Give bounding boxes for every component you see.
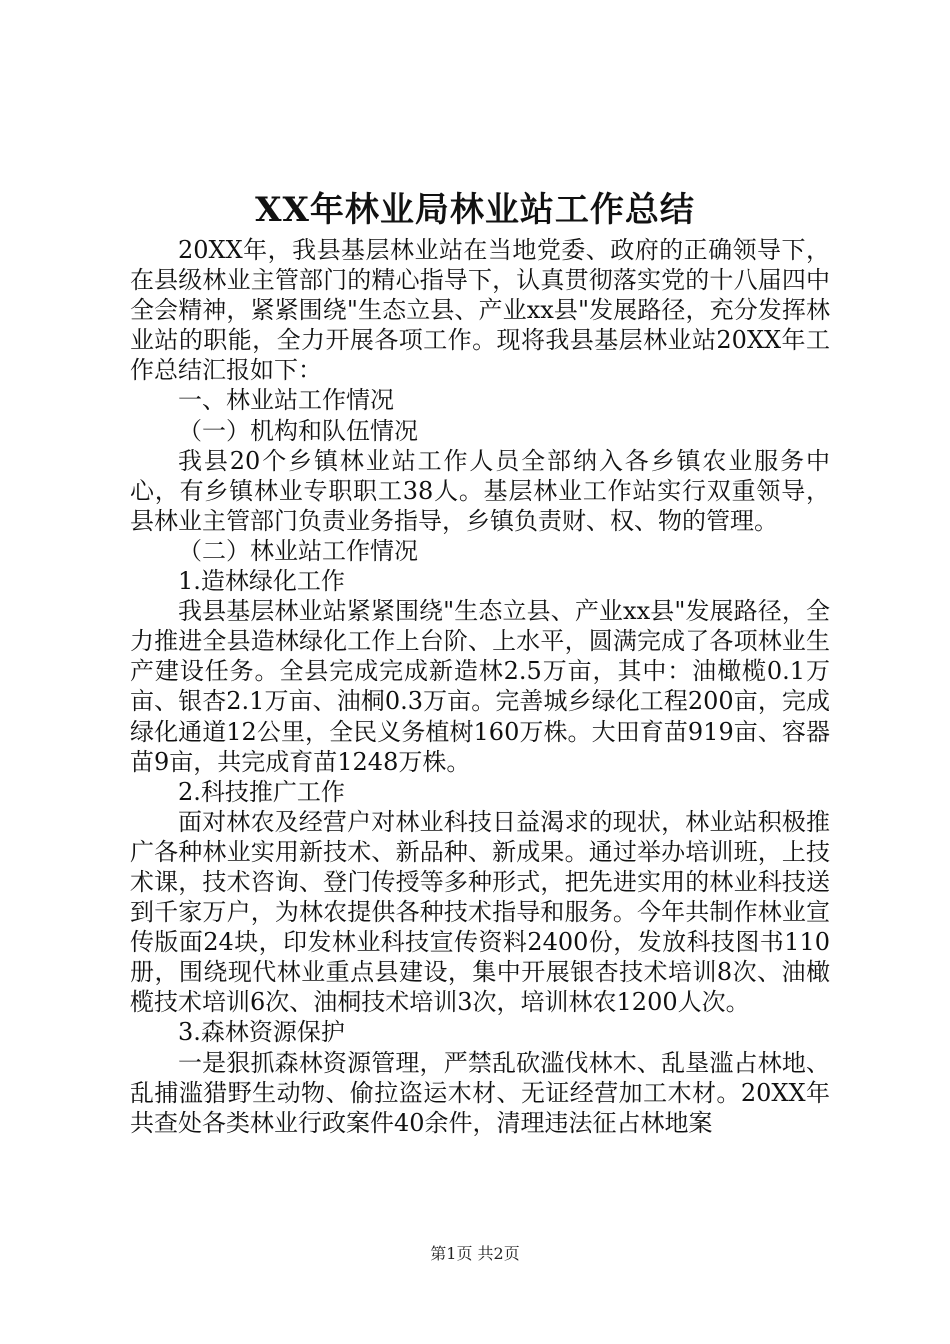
item-heading-forest-protection: 3.森林资源保护 <box>178 1018 345 1047</box>
paragraph-organization: 我县20个乡镇林业站工作人员全部纳入各乡镇农业服务中心，有乡镇林业专职职工38人。基层林业工作站实行双重领导，县林业主管部门负责业务指导，乡镇负责财、权、物的管理。 <box>130 446 830 535</box>
paragraph-afforestation: 我县基层林业站紧紧围绕"生态立县、产业xx县"发展路径，全力推进全县造林绿化工作上台阶、上水平，圆满完成了各项林业生产建设任务。全县完成完成新造林2.5万亩，其中：油橄榄0.1万亩、银杏2.1万亩、油桐0.3万亩。完善城乡绿化工程200亩，完成绿化通道12公里，全民义务植树160万株。大田育苗919亩、容器苗9亩，共完成育苗1248万株。 <box>130 597 830 776</box>
paragraph-tech-promotion: 面对林农及经营户对林业科技日益渴求的现状，林业站积极推广各种林业实用新技术、新品种、新成果。通过举办培训班，上技术课，技术咨询、登门传授等多种形式，把先进实用的林业科技送到千家万户，为林农提供各种技术指导和服务。今年共制作林业宣传版面24块，印发林业科技宣传资料2400份，发放科技图书110册，围绕现代林业重点县建设，集中开展银杏技术培训8次、油橄榄技术培训6次、油桐技术培训3次，培训林农1200人次。 <box>130 807 830 1017</box>
paragraph-forest-protection: 一是狠抓森林资源管理，严禁乱砍滥伐林木、乱垦滥占林地、乱捕滥猎野生动物、偷拉盗运木材、无证经营加工木材。20XX年共查处各类林业行政案件40余件，清理违法征占林地案 <box>130 1048 830 1137</box>
document-body <box>130 235 830 1138</box>
page-number-footer: 第1页 共2页 <box>430 1244 520 1263</box>
subsection-heading-2: （二）林业站工作情况 <box>178 536 418 565</box>
document-title: XX年林业局林业站工作总结 <box>255 190 695 230</box>
subsection-heading-1: （一）机构和队伍情况 <box>178 416 418 445</box>
paragraph-intro: 20XX年，我县基层林业站在当地党委、政府的正确领导下，在县级林业主管部门的精心指导下，认真贯彻落实党的十八届四中全会精神，紧紧围绕"生态立县、产业xx县"发展路径，充分发挥林业站的职能，全力开展各项工作。现将我县基层林业站20XX年工作总结汇报如下： <box>130 236 830 385</box>
item-heading-afforestation: 1.造林绿化工作 <box>178 567 345 596</box>
item-heading-tech-promotion: 2.科技推广工作 <box>178 777 345 806</box>
section-heading-1: 一、林业站工作情况 <box>178 386 394 415</box>
